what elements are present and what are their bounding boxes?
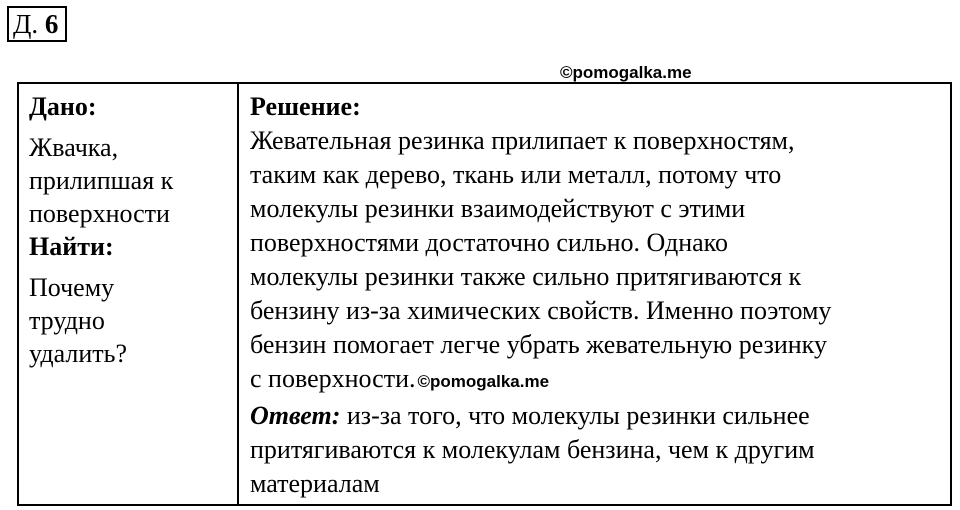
answer-line-first [250, 399, 944, 433]
solution-line: бензину из-за химических свойств. Именно поэтому [250, 296, 832, 325]
solution-line: поверхностями достаточно сильно. Однако [250, 228, 728, 257]
given-line: Жвачка, [29, 133, 119, 162]
solution-table [17, 82, 952, 506]
find-line: Почему [29, 273, 115, 302]
task-prefix: Д. [13, 9, 39, 39]
solution-line-last [250, 362, 944, 399]
watermark-top: ©pomogalka.me [560, 63, 692, 82]
answer-label: Ответ: [250, 401, 341, 430]
solution-heading: Решение: [250, 92, 361, 121]
given-line: прилипшая к [29, 166, 174, 195]
solution-line: бензин помогает легче убрать жевательную резинку [250, 330, 827, 359]
find-text [29, 271, 229, 370]
given-heading: Дано: [29, 92, 97, 121]
find-heading: Найти: [29, 232, 114, 261]
solution-line: с поверхности. [250, 364, 416, 393]
solution-column [250, 90, 944, 501]
task-number: 6 [44, 9, 59, 39]
answer-line: притягиваются к молекулам бензина, чем к другим [250, 435, 815, 464]
task-number-box [7, 6, 67, 42]
watermark-inline: ©pomogalka.me [417, 372, 550, 391]
given-text [29, 131, 229, 230]
solution-line: Жевательная резинка прилипает к поверхностям, [250, 126, 795, 155]
find-line: удалить? [29, 339, 128, 368]
solution-line: таким как дерево, ткань или металл, потому что [250, 160, 782, 189]
solution-line: молекулы резинки взаимодействуют с этими [250, 194, 746, 223]
find-line: трудно [29, 306, 105, 335]
solution-line: молекулы резинки также сильно притягиваются к [250, 262, 802, 291]
answer-line: из-за того, что молекулы резинки сильнее [340, 401, 810, 430]
column-divider [237, 84, 239, 504]
given-find-column [29, 90, 229, 370]
answer-line: материалам [250, 469, 380, 498]
given-line: поверхности [29, 199, 170, 228]
